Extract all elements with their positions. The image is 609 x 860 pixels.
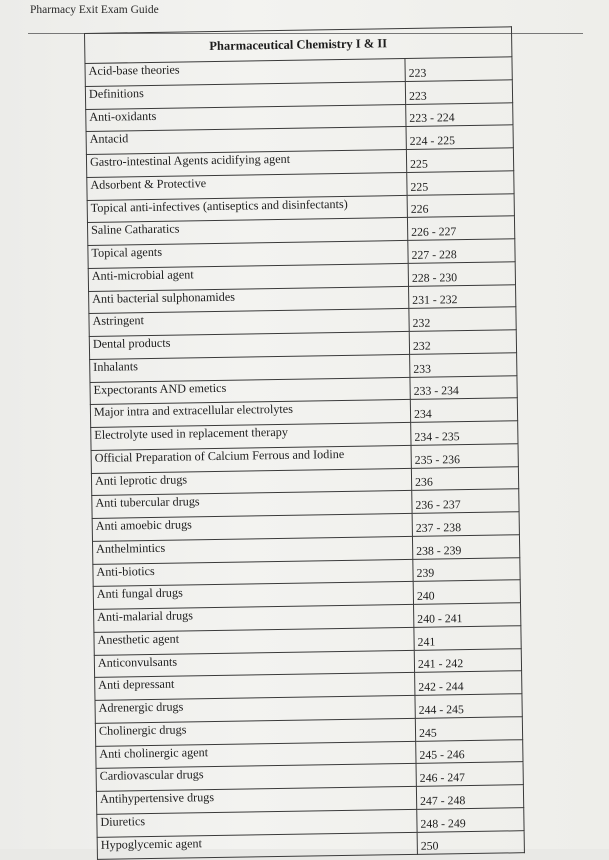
running-header: Pharmacy Exit Exam Guide: [30, 4, 159, 16]
page-range-cell: 233: [410, 352, 517, 376]
page-range-cell: 235 - 236: [411, 443, 518, 467]
topic-cell: Anti-microbial agent: [88, 263, 408, 291]
topic-cell: Anti leprotic drugs: [91, 468, 411, 496]
topic-cell: Diuretics: [97, 809, 417, 837]
page-range-cell: 225: [407, 171, 514, 195]
topic-cell: Anthelmintics: [92, 536, 412, 564]
topic-cell: Antihypertensive drugs: [96, 786, 416, 814]
page-range-cell: 239: [413, 557, 520, 581]
topic-cell: Gastro-intestinal Agents acidifying agent: [86, 149, 406, 177]
page-range-cell: 240 - 241: [414, 603, 521, 627]
page-range-cell: 242 - 244: [415, 671, 522, 695]
page-range-cell: 241 - 242: [414, 648, 521, 672]
topic-cell: Anti bacterial sulphonamides: [89, 286, 409, 314]
page-range-cell: 226 - 227: [407, 216, 514, 240]
topic-cell: Anti fungal drugs: [93, 582, 413, 610]
topic-cell: Anti cholinergic agent: [96, 741, 416, 769]
topic-cell: Anti-biotics: [93, 559, 413, 587]
topic-cell: Acid-base theories: [85, 58, 405, 86]
page-range-cell: 232: [409, 330, 516, 354]
page-range-cell: 248 - 249: [417, 807, 524, 831]
page-range-cell: 241: [414, 625, 521, 649]
table-body: [85, 57, 524, 860]
page-range-cell: 228 - 230: [408, 262, 515, 286]
topic-cell: Expectorants AND emetics: [90, 377, 410, 405]
topic-cell: Official Preparation of Calcium Ferrous and Iodine: [91, 445, 411, 473]
page-range-cell: 223: [405, 57, 512, 81]
topic-cell: Anesthetic agent: [94, 627, 414, 655]
page-range-cell: 247 - 248: [416, 785, 523, 809]
page-range-cell: 226: [407, 193, 514, 217]
page-range-cell: 234 - 235: [411, 421, 518, 445]
page-range-cell: 233 - 234: [410, 375, 517, 399]
topic-cell: Cardiovascular drugs: [96, 764, 416, 792]
topic-cell: Anti-malarial drugs: [94, 604, 414, 632]
topic-cell: Antacid: [86, 127, 406, 155]
contents-table: [84, 26, 525, 860]
topic-cell: Topical agents: [88, 240, 408, 268]
topic-cell: Anticonvulsants: [94, 650, 414, 678]
page-range-cell: 245 - 246: [416, 739, 523, 763]
page-range-cell: 246 - 247: [416, 762, 523, 786]
page-range-cell: 227 - 228: [408, 239, 515, 263]
page-range-cell: 236: [411, 466, 518, 490]
topic-cell: Anti tubercular drugs: [92, 491, 412, 519]
page-range-cell: 232: [409, 307, 516, 331]
page-range-cell: 231 - 232: [409, 284, 516, 308]
page-range-cell: 240: [413, 580, 520, 604]
topic-cell: Adsorbent & Protective: [87, 172, 407, 200]
topic-cell: Electrolyte used in replacement therapy: [91, 422, 411, 450]
page-range-cell: 250: [417, 830, 524, 854]
page-range-cell: 238 - 239: [412, 534, 519, 558]
topic-cell: Major intra and extracellular electrolytes: [90, 400, 410, 428]
page-range-cell: 224 - 225: [406, 125, 513, 149]
page-range-cell: 234: [410, 398, 517, 422]
topic-cell: Anti depressant: [95, 673, 415, 701]
topic-cell: Anti-oxidants: [86, 104, 406, 132]
page-range-cell: 244 - 245: [415, 694, 522, 718]
topic-cell: Definitions: [85, 81, 405, 109]
topic-cell: Saline Catharatics: [87, 218, 407, 246]
topic-cell: Inhalants: [90, 354, 410, 382]
topic-cell: Hypoglycemic agent: [97, 832, 417, 860]
page-range-cell: 237 - 238: [412, 512, 519, 536]
page-range-cell: 223 - 224: [406, 102, 513, 126]
topic-cell: Adrenergic drugs: [95, 695, 415, 723]
topic-cell: Astringent: [89, 309, 409, 337]
topic-cell: Dental products: [89, 331, 409, 359]
topic-cell: Cholinergic drugs: [95, 718, 415, 746]
page-range-cell: 225: [406, 148, 513, 172]
page-range-cell: 245: [415, 716, 522, 740]
page-range-cell: 223: [405, 80, 512, 104]
topic-cell: Topical anti-infectives (antiseptics and disinfectants): [87, 195, 407, 223]
table-title: Pharmaceutical Chemistry I & II: [85, 27, 512, 64]
page-range-cell: 236 - 237: [412, 489, 519, 513]
topic-cell: Anti amoebic drugs: [92, 513, 412, 541]
